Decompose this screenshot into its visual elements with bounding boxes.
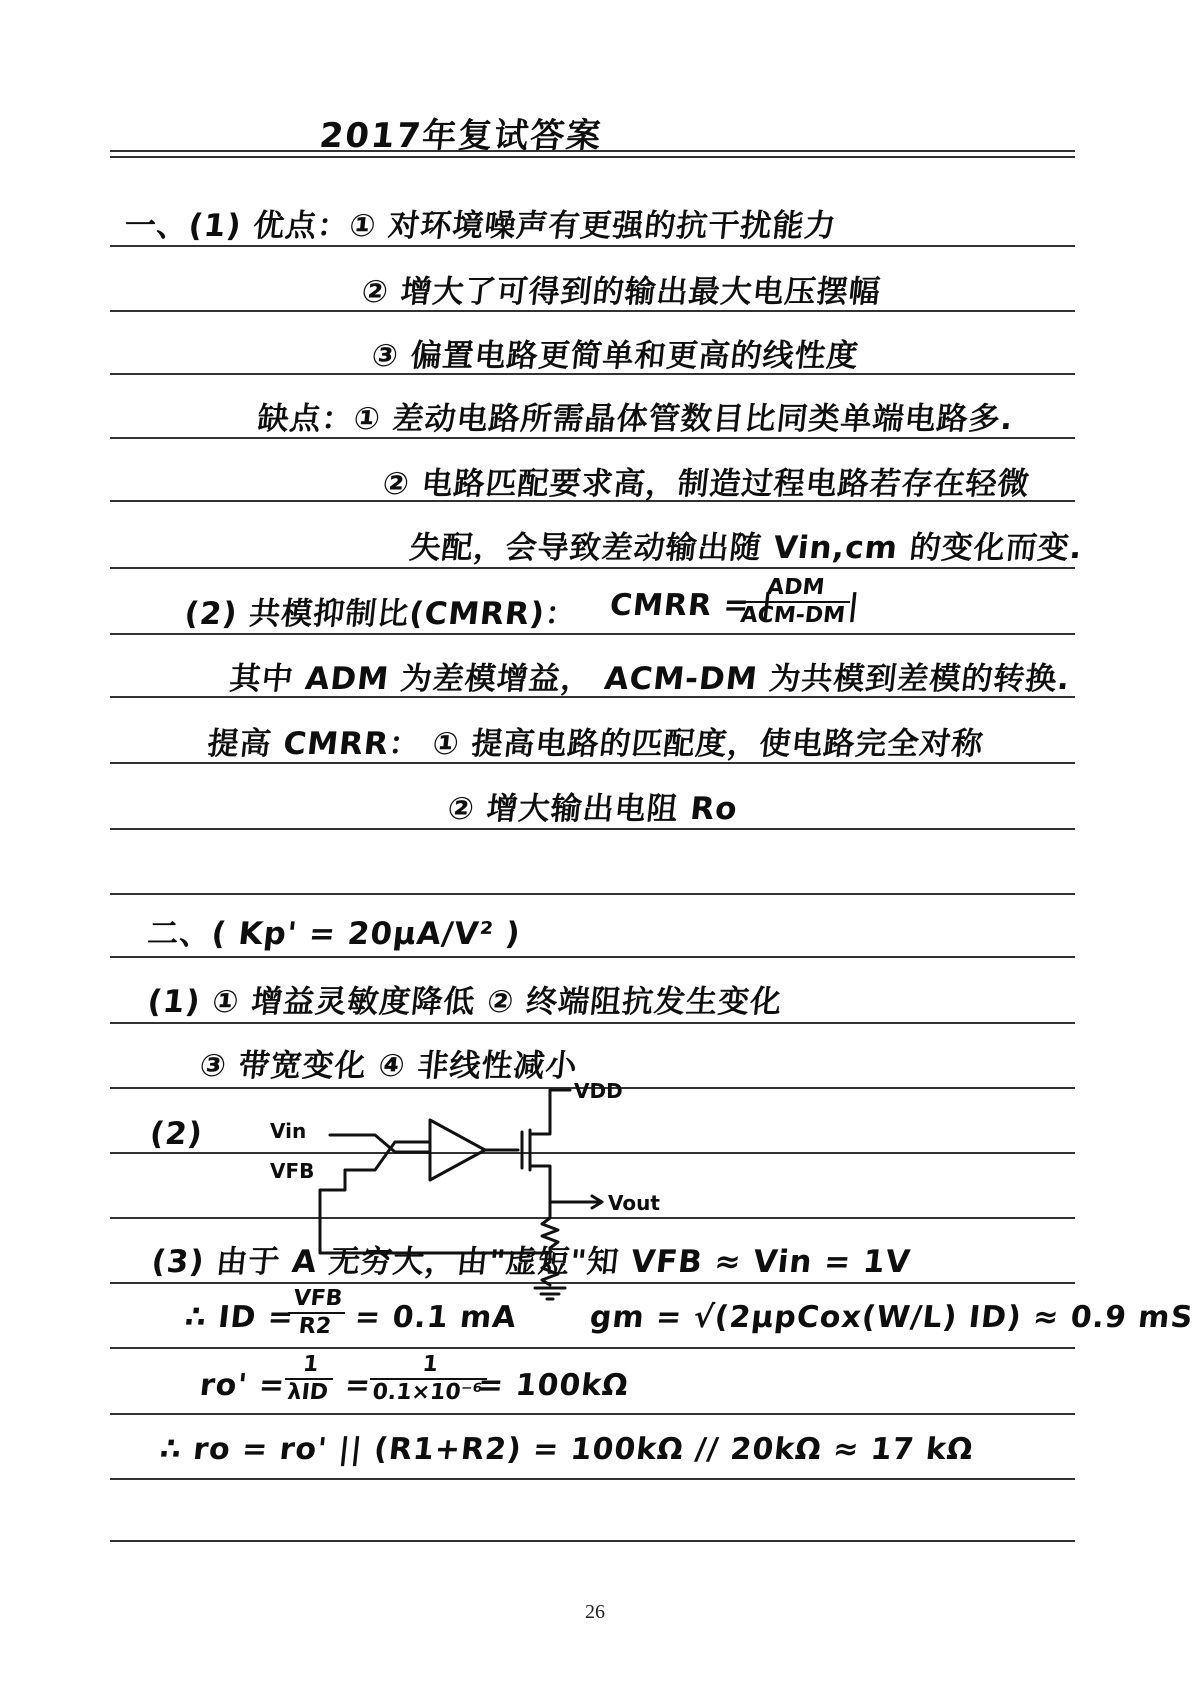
ruled-line — [110, 828, 1075, 830]
ruled-line — [110, 1540, 1075, 1542]
page-title: 2017年复试答案 — [317, 116, 605, 156]
section2-q1-line-a: (1) ① 增益灵敏度降低 ② 终端阻抗发生变化 — [145, 984, 785, 1020]
id-eq-lhs: ∴ ID = — [183, 1300, 296, 1335]
ro-final-equation: ∴ ro = ro' || (R1+R2) = 100kΩ // 20kΩ ≈ 17 kΩ — [158, 1432, 976, 1467]
ro-fraction-1 — [282, 1352, 336, 1406]
ruled-line — [110, 1347, 1075, 1349]
section1-advantage-2: ② 增大了可得到的输出最大电压摆幅 — [359, 274, 883, 310]
circuit-label-vout: Vout — [608, 1191, 660, 1215]
cmrr-lhs: CMRR = | — [608, 588, 775, 623]
section1-q2-label: (2) 共模抑制比(CMRR)： — [182, 596, 579, 632]
ruled-line — [110, 1413, 1075, 1415]
ro-fraction-2 — [367, 1352, 490, 1406]
section1-q1-advantage-1: 一、(1) 优点：① 对环境噪声有更强的抗干扰能力 — [122, 208, 839, 244]
section1-disadvantage-1: 缺点：① 差动电路所需晶体管数目比同类单端电路多. — [255, 401, 1016, 437]
section1-advantage-3: ③ 偏置电路更简单和更高的线性度 — [369, 338, 861, 374]
section2-q3-line-1: (3) 由于 A 无穷大，由"虚短"知 VFB ≈ Vin = 1V — [149, 1244, 913, 1280]
ruled-line — [110, 1478, 1075, 1480]
id-numerator: VFB — [292, 1286, 344, 1311]
id-fraction — [285, 1286, 348, 1340]
id-eq-rhs: = 0.1 mA — [353, 1300, 519, 1335]
circuit-label-vdd: VDD — [574, 1079, 623, 1103]
ro-numerator-2: 1 — [421, 1352, 440, 1377]
circuit-label-vin: Vin — [270, 1119, 307, 1143]
cmrr-denominator: ACM-DM — [739, 603, 847, 628]
ro-denominator-1: λID — [286, 1380, 330, 1405]
page-number: 26 — [585, 1601, 605, 1623]
cmrr-fraction — [735, 575, 853, 629]
ruled-line — [110, 567, 1075, 569]
section2-header: 二、( Kp' = 20μA/V² ) — [145, 916, 523, 952]
ruled-line — [110, 956, 1075, 958]
section1-disadvantage-2a: ② 电路匹配要求高，制造过程电路若存在轻微 — [380, 466, 1032, 502]
ruled-line — [110, 893, 1075, 895]
section1-improve-1: 提高 CMRR： ① 提高电路的匹配度，使电路完全对称 — [205, 726, 986, 762]
cmrr-rhs: | — [846, 588, 862, 623]
ro-prime-lhs: ro' = — [198, 1368, 288, 1403]
ro-denominator-2: 0.1×10⁻⁶ — [371, 1380, 484, 1405]
circuit-label-vfb: VFB — [270, 1159, 315, 1183]
id-denominator: R2 — [297, 1314, 333, 1339]
section2-q2-label: (2) — [148, 1116, 205, 1152]
section1-where: 其中 ADM 为差模增益， ACM-DM 为共模到差模的转换. — [227, 661, 1073, 697]
gm-equation: gm = √(2μpCox(W/L) ID) ≈ 0.9 mS — [588, 1300, 1195, 1335]
ruled-line — [110, 1022, 1075, 1024]
ruled-line — [110, 245, 1075, 247]
section1-improve-2: ② 增大输出电阻 Ro — [445, 791, 740, 827]
ruled-line — [110, 633, 1075, 635]
section2-q1-line-b: ③ 带宽变化 ④ 非线性减小 — [197, 1048, 580, 1084]
ro-numerator-1: 1 — [301, 1352, 320, 1377]
ro-equals: = — [343, 1368, 373, 1403]
section1-disadvantage-2b: 失配，会导致差动输出随 Vin,cm 的变化而变. — [407, 530, 1085, 566]
cmrr-numerator: ADM — [765, 575, 826, 600]
ro-prime-rhs: = 100kΩ — [476, 1368, 631, 1403]
